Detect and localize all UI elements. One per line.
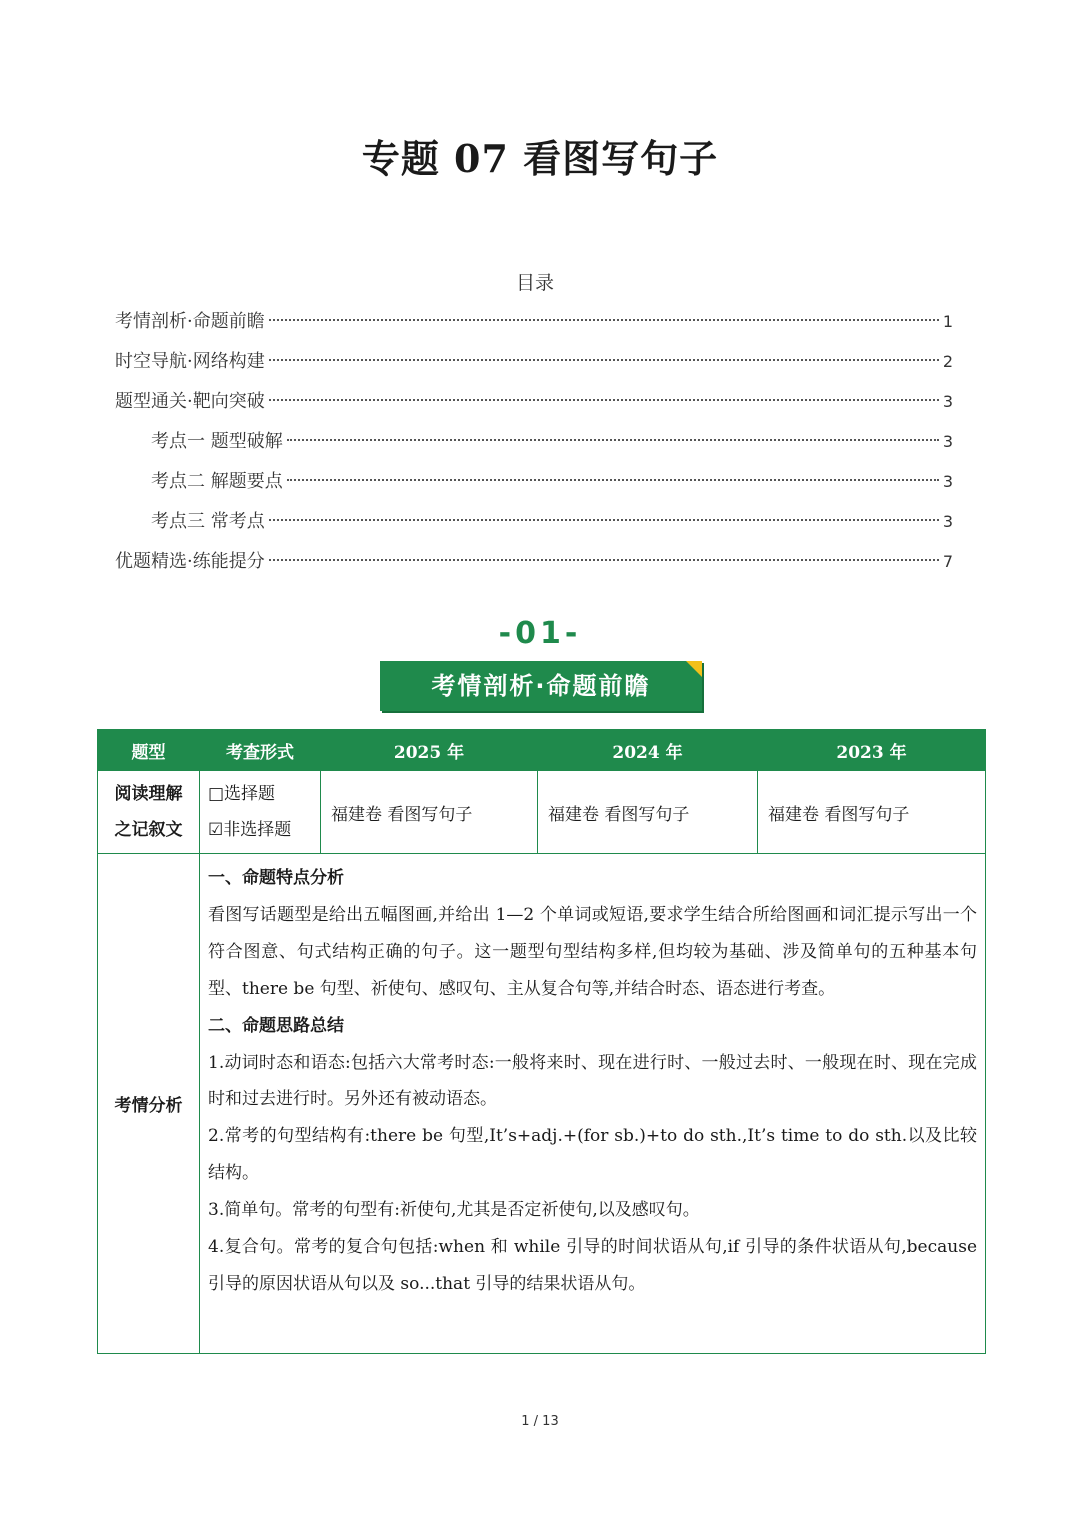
analysis-paragraph: 看图写话题型是给出五幅图画,并给出 1—2 个单词或短语,要求学生结合所给图画和词汇提示写出一个符合图意、句式结构正确的句子。这一题型句型结构多样,但均较为基础、涉及简单句的五种基本句型、there be 句型、祈使句、感叹句、主从复合句等,并结合时态、语态进行考查。 bbox=[208, 904, 977, 999]
header-2024: 2024 年 bbox=[538, 730, 758, 771]
toc-leader bbox=[287, 479, 939, 481]
header-2025: 2025 年 bbox=[321, 730, 538, 771]
analysis-label: 考情分析 bbox=[98, 854, 200, 1354]
header-form: 考查形式 bbox=[200, 730, 321, 771]
toc-leader bbox=[269, 319, 939, 321]
toc-entry-page: 3 bbox=[942, 472, 953, 491]
analysis-paragraph: 2.常考的句型结构有:there be 句型,It’s+adj.+(for sb.)+to do sth.,It’s time to do sth.以及比较结构。 bbox=[208, 1126, 977, 1184]
question-type-cell bbox=[98, 771, 200, 854]
toc-leader bbox=[269, 399, 939, 401]
question-type-line: 阅读理解 bbox=[114, 784, 183, 804]
toc-entry-page: 2 bbox=[942, 352, 953, 371]
toc-heading: 目录 bbox=[515, 272, 554, 294]
paper-2024-cell: 福建卷 看图写句子 bbox=[538, 771, 758, 854]
table-row bbox=[98, 771, 986, 854]
toc-entry-label: 考点三 常考点 bbox=[151, 511, 265, 532]
question-type-line: 之记叙文 bbox=[114, 820, 183, 840]
header-2023: 2023 年 bbox=[758, 730, 986, 771]
toc-leader bbox=[269, 519, 939, 521]
banner-corner-decoration bbox=[686, 661, 702, 677]
analysis-heading: 一、命题特点分析 bbox=[208, 868, 344, 888]
toc-entry[interactable] bbox=[115, 308, 953, 348]
toc-entry-label: 时空导航·网络构建 bbox=[115, 351, 265, 372]
exam-analysis-table bbox=[97, 729, 986, 1354]
toc-entry-page: 7 bbox=[942, 552, 953, 571]
page-number: 1 / 13 bbox=[521, 1414, 559, 1429]
analysis-paragraph: 1.动词时态和语态:包括六大常考时态:一般将来时、现在进行时、一般过去时、一般现在时、现在完成时和过去进行时。另外还有被动语态。 bbox=[208, 1052, 977, 1110]
toc-entry[interactable] bbox=[115, 348, 953, 388]
toc-leader bbox=[269, 559, 939, 561]
toc-entry-label: 题型通关·靶向突破 bbox=[115, 391, 265, 412]
toc-entry-page: 3 bbox=[942, 392, 953, 411]
toc-entry-label: 考情剖析·命题前瞻 bbox=[115, 311, 265, 332]
toc-subentry[interactable] bbox=[115, 468, 953, 508]
toc-subentry[interactable] bbox=[115, 428, 953, 468]
table-of-contents bbox=[115, 308, 953, 588]
toc-entry-page: 3 bbox=[942, 512, 953, 531]
toc-entry[interactable] bbox=[115, 548, 953, 588]
section-number: -01- bbox=[498, 616, 582, 651]
toc-entry-label: 优题精选·练能提分 bbox=[115, 551, 265, 572]
checkbox-choice: □选择题 bbox=[208, 784, 276, 804]
toc-entry-page: 3 bbox=[942, 432, 953, 451]
paper-2025-cell: 福建卷 看图写句子 bbox=[321, 771, 538, 854]
exam-form-cell bbox=[200, 771, 321, 854]
section-banner bbox=[380, 661, 702, 711]
page-title: 专题 07 看图写句子 bbox=[361, 136, 719, 181]
toc-entry[interactable] bbox=[115, 388, 953, 428]
analysis-paragraph: 4.复合句。常考的复合句包括:when 和 while 引导的时间状语从句,if 引导的条件状语从句,because 引导的原因状语从句以及 so...that 引导的结果状语从句。 bbox=[208, 1237, 977, 1294]
toc-entry-label: 考点二 解题要点 bbox=[151, 471, 283, 492]
header-type: 题型 bbox=[98, 730, 200, 771]
toc-leader bbox=[269, 359, 939, 361]
toc-subentry[interactable] bbox=[115, 508, 953, 548]
table-header-row bbox=[98, 730, 986, 771]
analysis-heading: 二、命题思路总结 bbox=[208, 1015, 344, 1036]
toc-leader bbox=[287, 439, 939, 441]
toc-entry-label: 考点一 题型破解 bbox=[151, 431, 283, 452]
analysis-body bbox=[200, 854, 986, 1354]
analysis-paragraph: 3.简单句。常考的句型有:祈使句,尤其是否定祈使句,以及感叹句。 bbox=[208, 1200, 700, 1221]
toc-entry-page: 1 bbox=[942, 312, 953, 331]
section-banner-label: 考情剖析·命题前瞻 bbox=[431, 672, 651, 700]
table-row bbox=[98, 854, 986, 1354]
checkbox-nonchoice: ☑非选择题 bbox=[208, 820, 292, 840]
paper-2023-cell: 福建卷 看图写句子 bbox=[758, 771, 986, 854]
